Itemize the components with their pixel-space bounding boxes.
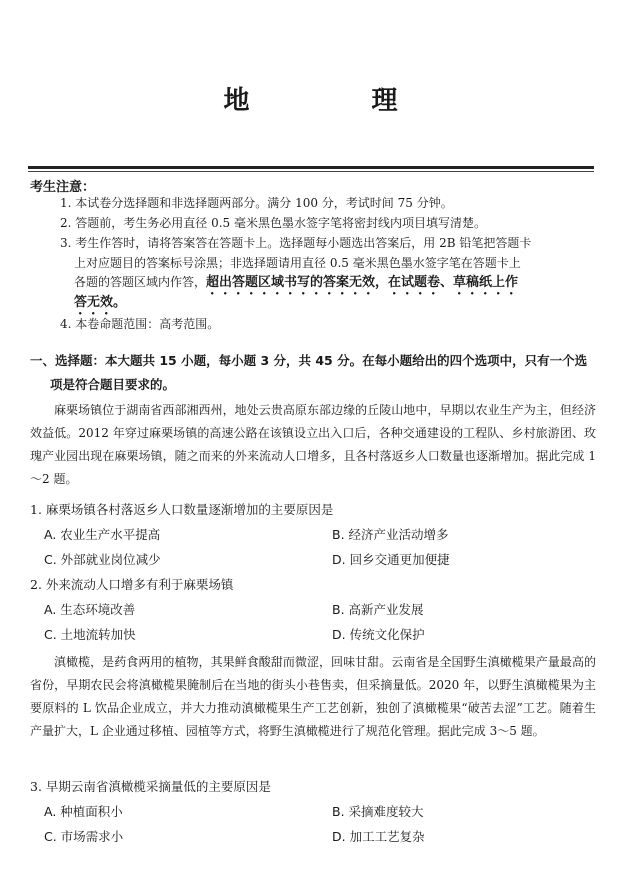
section-heading-line2: 项是符合题目要求的。 [50, 377, 176, 392]
notice-item-2: 2. 答题前，考生务必用直径 0.5 毫米黑色墨水签字笔将密封线内项目填写清楚。 [60, 216, 486, 230]
notice-item-3: 3. 考生作答时，请将答案答在答题卡上。选择题每小题选出答案后，用 2B 铅笔把答题卡 [60, 236, 532, 250]
notice-warning-emphasis: 超出答题区域书写的答案无效，在试题卷、草稿纸上作 [206, 275, 519, 290]
notice-item-3-cont1: 上对应题目的答案标号涂黑；非选择题请用直径 0.5 毫米黑色墨水签字笔在答题卡上 [74, 256, 521, 270]
passage-2 [30, 651, 596, 743]
question-2-option-c[interactable]: C. 土地流转加快 [44, 627, 136, 642]
header-rule-thick [28, 166, 594, 169]
section-heading-line1: 一、选择题：本大题共 15 小题，每小题 3 分，共 45 分。在每小题给出的四个选项中，只有一个选 [30, 353, 588, 368]
question-2-option-b[interactable]: B. 高新产业发展 [332, 602, 424, 617]
notice-heading: 考生注意： [30, 180, 96, 195]
question-1-option-c[interactable]: C. 外部就业岗位减少 [44, 552, 161, 567]
question-3-option-b[interactable]: B. 采摘难度较大 [332, 804, 424, 819]
notice-item-4: 4. 本卷命题范围：高考范围。 [60, 317, 220, 331]
notice-item-3-line2 [60, 253, 594, 273]
passage-2-text: 滇橄榄，是药食两用的植物，其果鲜食酸甜而微涩，回味甘甜。云南省是全国野生滇橄榄果产量最高的省份，早期农民会将滇橄榄果腌制后在当地的街头小巷售卖，但采摘量低。2020 年，以野生滇橄榄果为主要原料的 L 饮品企业成立，并大力推动滇橄榄果生产工艺创新，独创了滇橄榄果“破苦去涩”工艺。随着生产量扩大，L 企业通过移植、园植等方式，将野生滇橄榄进行了规范化管理。据此完成 3～5 题。 [30, 655, 596, 738]
notice-item-1: 1. 本试卷分选择题和非选择题两部分。满分 100 分，考试时间 75 分钟。 [60, 196, 453, 210]
question-2-stem: 2. 外来流动人口增多有利于麻栗场镇 [30, 577, 234, 592]
question-1-option-b[interactable]: B. 经济产业活动增多 [332, 527, 449, 542]
question-3-option-a[interactable]: A. 种植面积小 [44, 804, 123, 819]
question-1-option-d[interactable]: D. 回乡交通更加便捷 [332, 552, 450, 567]
question-3-option-c[interactable]: C. 市场需求小 [44, 829, 124, 844]
section-heading [30, 349, 596, 397]
notice-warning-emphasis-end: 答无效。 [74, 295, 127, 310]
notice-item-3-text: 各题的答题区域内作答， [74, 275, 207, 289]
passage-1-text: 麻栗场镇位于湖南省西部湘西州，地处云贵高原东部边缘的丘陵山地中，早期以农业生产为主，但经济效益低。2012 年穿过麻栗场镇的高速公路在该镇设立出入口后，各种交通建设的工程队、乡村旅游团、玫瑰产业园出现在麻栗场镇，随之而来的外来流动人口增多，且各村落返乡人口数量也逐渐增加。据此完成 1～2 题。 [30, 403, 596, 486]
question-1-option-a[interactable]: A. 农业生产水平提高 [44, 527, 161, 542]
passage-1 [30, 399, 596, 491]
page-title: 地 理 [223, 86, 446, 116]
question-3-stem: 3. 早期云南省滇橄榄采摘量低的主要原因是 [30, 779, 271, 794]
question-2-option-d[interactable]: D. 传统文化保护 [332, 627, 425, 642]
header-rule-thin [28, 171, 594, 172]
question-1-stem: 1. 麻栗场镇各村落返乡人口数量逐渐增加的主要原因是 [30, 502, 334, 517]
question-2-option-a[interactable]: A. 生态环境改善 [44, 602, 136, 617]
question-3-option-d[interactable]: D. 加工工艺复杂 [332, 829, 425, 844]
